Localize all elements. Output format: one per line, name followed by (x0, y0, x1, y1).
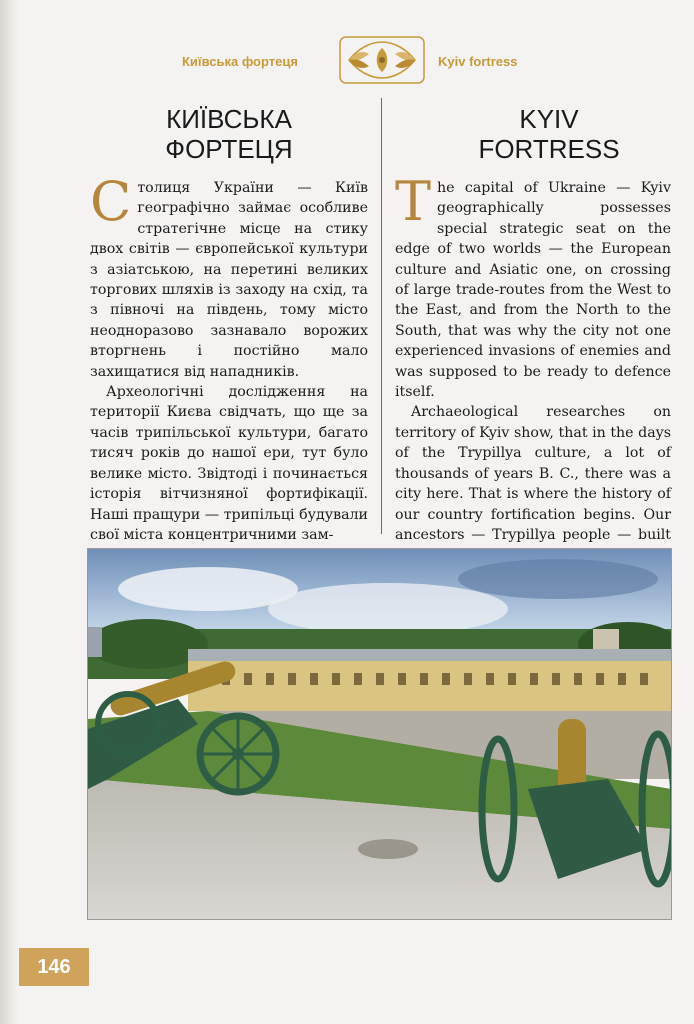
title-english-line2: FORTRESS (478, 134, 620, 164)
english-dropcap: T (395, 170, 432, 233)
ukrainian-text-column (90, 170, 368, 545)
title-english-line1: KYIV (519, 104, 579, 134)
photo-fortress-roof (188, 649, 671, 663)
english-paragraph-1-text: he capital of Ukraine — Kyiv geographically possesses special strategic seat on the edge of two worlds — the European culture and Asiatic one, on crossing of large trade-routes from the West to the East, and from the North to the South, that was why the city not one experienced invasions of enemies and was supposed to be ready to defence itself. (395, 180, 671, 401)
english-text-column (395, 170, 671, 586)
ornamental-emblem-icon (339, 36, 425, 84)
title-english (454, 104, 644, 164)
page-edge-shadow (0, 0, 18, 1024)
photo-fortress-building (188, 661, 671, 711)
cannons-fortress-courtyard-photo (87, 548, 672, 920)
english-paragraph-1 (395, 170, 671, 402)
header-label-english: Kyiv fortress (438, 54, 518, 69)
ukrainian-dropcap: С (90, 170, 132, 233)
english-paragraph-2: Archaeological researches on territory of Kyiv show, that in the days of the Trypillya culture, a lot of thousands of years B. C., there was a city here. That is where the history of our country fortification begins. Our ancestors — Trypillya people — built (395, 404, 671, 543)
running-header (0, 34, 694, 84)
title-ukrainian-line1: КИЇВСЬКА (166, 104, 292, 134)
title-ukrainian (134, 104, 324, 164)
header-label-ukrainian: Київська фортеця (182, 54, 298, 69)
photo-manhole (358, 839, 418, 859)
photo-tower-left (88, 627, 102, 657)
column-divider (381, 98, 382, 534)
ukrainian-paragraph-1 (90, 170, 368, 382)
page-number: 146 (19, 948, 89, 986)
ukrainian-paragraph-1-text: толиця України — Київ географічно займає особливе стратегічне місце на стику двох світів — європейської культури з азіатською, на перетині великих торгових шляхів із заходу на схід, та з півночі на південь, тому місто неодноразово зазнавало ворожих вторгнень і постійно мало захищатися від нападників. (90, 180, 368, 380)
title-ukrainian-line2: ФОРТЕЦЯ (165, 134, 293, 164)
ukrainian-paragraph-2: Археологічні дослідження на території Києва свідчать, що ще за часів трипільської культури, багато тисяч років до нашої ери, тут було велике місто. Звідтоді і починається історія вітчизняної фортифікації. Наші пращури — трипільці будували свої міста концентричними зам- (90, 384, 368, 543)
